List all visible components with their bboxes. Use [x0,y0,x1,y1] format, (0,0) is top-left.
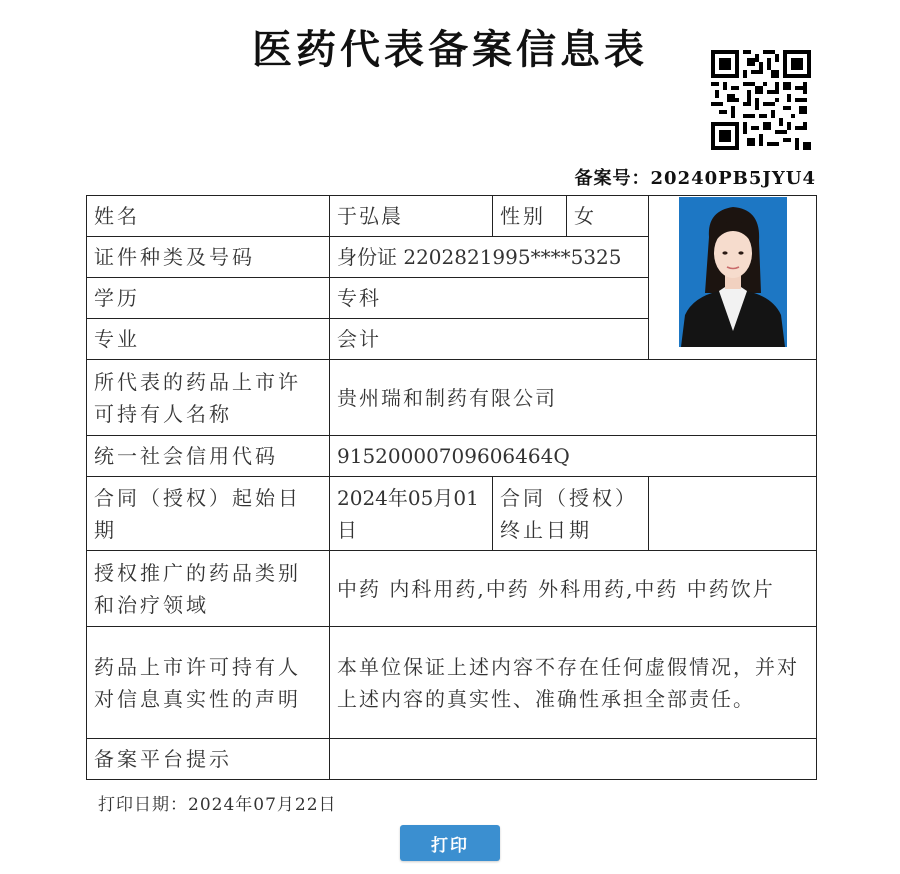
info-table [86,195,817,780]
platform-hint-value [330,739,817,780]
statement-value: 本单位保证上述内容不存在任何虚假情况，并对上述内容的真实性、准确性承担全部责任。 [330,627,817,739]
gender-value: 女 [567,196,649,237]
major-value: 会计 [330,319,649,360]
scope-value: 中药 内科用药,中药 外科用药,中药 中药饮片 [330,551,817,627]
education-value: 专科 [330,278,649,319]
gender-label: 性别 [493,196,567,237]
scope-label: 授权推广的药品类别和治疗领域 [87,551,330,627]
platform-hint-label: 备案平台提示 [87,739,330,780]
portrait-photo [679,197,787,347]
contract-end-label: 合同（授权）终止日期 [493,477,649,551]
holder-value: 贵州瑞和制药有限公司 [330,360,817,436]
name-value: 于弘晨 [330,196,493,237]
print-button[interactable]: 打印 [400,825,500,861]
contract-end-value [649,477,817,551]
id-value: 身份证 2202821995****5325 [330,237,649,278]
print-date: 打印日期：2024年07月22日 [98,795,337,815]
education-label: 学历 [87,278,330,319]
record-number: 备案号：20240PB5JYU4 [574,168,816,189]
credit-code-label: 统一社会信用代码 [87,436,330,477]
name-label: 姓名 [87,196,330,237]
credit-code-value: 91520000709606464Q [330,436,817,477]
statement-label: 药品上市许可持有人对信息真实性的声明 [87,627,330,739]
contract-start-value: 2024年05月01日 [330,477,493,551]
qr-code-icon [711,50,811,150]
holder-label: 所代表的药品上市许可持有人名称 [87,360,330,436]
page-title: 医药代表备案信息表 [252,26,648,73]
major-label: 专业 [87,319,330,360]
id-label: 证件种类及号码 [87,237,330,278]
contract-start-label: 合同（授权）起始日期 [87,477,330,551]
photo-cell [649,196,817,360]
